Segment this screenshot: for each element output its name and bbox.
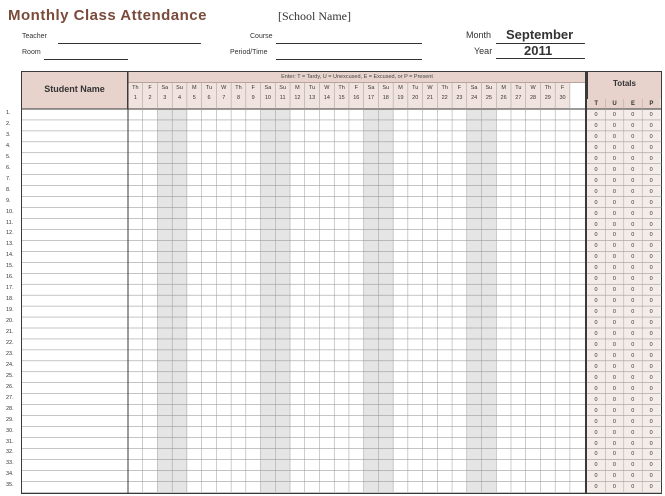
day-header: F: [251, 85, 255, 91]
total-cell: 0: [631, 451, 635, 458]
teacher-field[interactable]: [58, 43, 201, 44]
total-cell: 0: [649, 112, 653, 118]
date-header: 24: [471, 95, 478, 101]
total-cell: 0: [594, 122, 598, 129]
day-header: W: [530, 85, 536, 91]
row-number: 3.: [6, 131, 11, 138]
total-cell: 0: [631, 122, 635, 129]
total-cell: 0: [631, 320, 635, 327]
row-number: 12.: [6, 230, 14, 237]
day-header: W: [221, 85, 227, 91]
day-header: Tu: [412, 85, 419, 91]
attendance-grid: [21, 71, 662, 494]
total-cell: 0: [631, 385, 635, 392]
total-cell: 0: [594, 188, 598, 195]
row-number: 6.: [6, 164, 11, 171]
total-cell: 0: [612, 374, 616, 381]
row-number: 15.: [6, 263, 14, 270]
page-title: Monthly Class Attendance: [8, 7, 207, 24]
total-cell: 0: [631, 341, 635, 348]
date-header: 14: [323, 95, 330, 101]
date-header: 13: [309, 95, 316, 101]
total-cell: 0: [649, 166, 653, 173]
day-header: Th: [544, 85, 551, 91]
total-cell: 0: [612, 287, 616, 294]
total-cell: 0: [649, 331, 653, 337]
total-cell: 0: [631, 440, 635, 447]
date-header: 25: [485, 95, 492, 101]
day-header: M: [501, 85, 506, 91]
total-cell: 0: [594, 243, 598, 250]
row-number: 35.: [6, 482, 14, 489]
total-cell: 0: [612, 144, 616, 151]
total-cell: 0: [649, 199, 653, 206]
row-number: 16.: [6, 274, 14, 281]
row-number: 1.: [6, 110, 11, 116]
total-cell: 0: [612, 440, 616, 447]
total-cell: 0: [612, 188, 616, 195]
total-cell: 0: [631, 462, 635, 469]
day-header: F: [560, 85, 565, 91]
date-header: 26: [500, 95, 507, 101]
total-cell: 0: [649, 484, 653, 491]
day-header: Tu: [309, 85, 316, 91]
month-label: Month: [466, 30, 492, 40]
date-header: 21: [426, 95, 434, 101]
total-cell: 0: [612, 133, 616, 140]
total-cell: 0: [631, 298, 635, 305]
total-cell: 0: [612, 341, 616, 348]
total-cell: 0: [594, 221, 598, 228]
date-header: 27: [515, 95, 522, 101]
period-label: Period/Time: [230, 49, 268, 56]
total-cell: 0: [631, 243, 635, 250]
row-number: 33.: [6, 460, 14, 467]
day-header: Th: [338, 85, 345, 91]
month-value[interactable]: September: [506, 27, 574, 42]
total-cell: 0: [631, 309, 635, 316]
total-cell: 0: [612, 210, 616, 217]
total-cell: 0: [631, 112, 635, 118]
day-header: W: [427, 85, 433, 91]
total-cell: 0: [594, 462, 598, 469]
total-cell: 0: [649, 210, 653, 217]
date-header: 28: [530, 95, 537, 101]
total-cell: 0: [649, 144, 653, 151]
total-cell: 0: [631, 133, 635, 140]
total-cell: 0: [612, 155, 616, 162]
total-cell: 0: [649, 254, 653, 261]
day-header: M: [398, 85, 403, 91]
row-number: 11.: [6, 219, 14, 226]
total-cell: 0: [612, 320, 616, 327]
grid-lines: [21, 71, 662, 494]
date-header: 9: [251, 95, 255, 101]
total-cell: 0: [594, 363, 598, 370]
total-cell: 0: [594, 385, 598, 392]
total-cell: 0: [612, 363, 616, 370]
total-cell: 0: [612, 199, 616, 206]
total-cell: 0: [612, 112, 616, 118]
total-cell: 0: [649, 407, 653, 414]
total-cell: 0: [631, 155, 635, 162]
day-header: Sa: [367, 85, 375, 91]
total-cell: 0: [631, 166, 635, 173]
date-header: 20: [412, 95, 419, 101]
period-field[interactable]: [276, 59, 422, 60]
total-cell: 0: [594, 298, 598, 305]
day-header: Su: [485, 85, 493, 91]
total-cell: 0: [649, 276, 653, 283]
total-cell: 0: [649, 363, 653, 370]
total-cell: 0: [631, 484, 635, 491]
day-header: Th: [235, 85, 242, 91]
day-header: Sa: [264, 85, 272, 91]
total-cell: 0: [594, 451, 598, 458]
day-header: Su: [176, 85, 183, 91]
total-cell: 0: [649, 440, 653, 447]
total-cell: 0: [631, 374, 635, 381]
total-cell: 0: [631, 287, 635, 294]
total-cell: 0: [612, 352, 616, 359]
total-cell: 0: [612, 177, 616, 184]
total-cell: 0: [612, 331, 616, 337]
total-cell: 0: [649, 309, 653, 316]
totals-header: Totals: [586, 72, 661, 99]
row-number: 31.: [6, 438, 14, 445]
total-cell: 0: [631, 429, 635, 436]
room-label: Room: [22, 49, 41, 56]
row-number: 2.: [6, 120, 11, 127]
day-header: Su: [279, 85, 287, 91]
date-header: 5: [192, 95, 196, 101]
date-header: 8: [236, 95, 240, 101]
year-underline: [496, 58, 585, 59]
row-number: 21.: [6, 329, 14, 335]
day-header: Tu: [205, 85, 213, 91]
total-cell: 0: [594, 155, 598, 162]
year-value[interactable]: 2011: [524, 43, 553, 58]
total-cell: 0: [594, 144, 598, 151]
total-cell: 0: [594, 166, 598, 173]
day-header: M: [295, 85, 300, 91]
date-header: 16: [353, 95, 360, 101]
row-number: 20.: [6, 318, 14, 325]
total-cell: 0: [631, 232, 635, 239]
row-number: 25.: [6, 372, 14, 379]
total-cell: 0: [649, 473, 653, 480]
row-number: 7.: [6, 175, 11, 182]
day-header: Th: [441, 85, 448, 91]
total-cell: 0: [631, 331, 635, 337]
total-cell: 0: [631, 418, 635, 425]
total-cell: 0: [649, 287, 653, 294]
day-header: Sa: [470, 85, 478, 91]
row-number: 5.: [6, 153, 11, 160]
total-cell: 0: [649, 188, 653, 195]
total-cell: 0: [649, 341, 653, 348]
total-cell: 0: [612, 473, 616, 480]
day-header: Su: [382, 85, 390, 91]
row-number: 29.: [6, 416, 14, 423]
total-cell: 0: [594, 440, 598, 447]
total-cell: 0: [612, 254, 616, 261]
total-cell: 0: [649, 429, 653, 436]
total-cell: 0: [594, 341, 598, 348]
total-cell: 0: [631, 188, 635, 195]
total-cell: 0: [649, 418, 653, 425]
total-cell: 0: [649, 232, 653, 239]
date-header: 19: [397, 95, 404, 101]
total-cell: 0: [612, 265, 616, 272]
day-header: Tu: [515, 85, 522, 91]
date-header: 2: [148, 95, 152, 101]
total-cell: 0: [631, 254, 635, 261]
row-number: 17.: [6, 285, 14, 292]
total-cell: 0: [594, 396, 598, 403]
total-cell: 0: [649, 462, 653, 469]
total-cell: 0: [594, 407, 598, 414]
row-number: 23.: [6, 350, 14, 357]
total-cell: 0: [649, 122, 653, 129]
total-cell: 0: [612, 484, 616, 491]
total-cell: 0: [594, 232, 598, 239]
total-cell: 0: [612, 232, 616, 239]
date-header: 4: [178, 95, 182, 101]
date-header: 7: [222, 95, 226, 101]
row-number: 22.: [6, 339, 14, 346]
total-cell: 0: [631, 396, 635, 403]
row-number: 18.: [6, 296, 14, 303]
total-cell: 0: [631, 352, 635, 359]
row-number: 24.: [6, 361, 14, 368]
total-cell: 0: [649, 298, 653, 305]
total-cell: 0: [649, 396, 653, 403]
total-cell: 0: [594, 309, 598, 316]
total-cell: 0: [649, 320, 653, 327]
day-header: F: [457, 85, 462, 91]
total-cell: 0: [594, 265, 598, 272]
row-number: 19.: [6, 307, 14, 314]
total-cell: 0: [612, 166, 616, 173]
total-cell: 0: [649, 451, 653, 458]
row-number: 8.: [6, 186, 11, 193]
total-cell: 0: [631, 265, 635, 272]
total-cell: 0: [612, 243, 616, 250]
total-cell: 0: [612, 385, 616, 392]
total-cell: 0: [612, 407, 616, 414]
row-number: 4.: [6, 142, 11, 149]
row-number: 30.: [6, 427, 14, 434]
date-header: 12: [294, 95, 301, 101]
date-header: 1: [133, 95, 137, 101]
total-cell: 0: [594, 418, 598, 425]
total-cell: 0: [594, 352, 598, 359]
row-number: 10.: [6, 208, 14, 215]
row-number: 14.: [6, 252, 14, 259]
total-cell: 0: [631, 407, 635, 414]
row-number: 9.: [6, 197, 11, 204]
row-number: 28.: [6, 405, 14, 412]
day-header: Sa: [161, 85, 169, 91]
date-header: 22: [441, 95, 448, 101]
total-cell: 0: [631, 363, 635, 370]
student-name-header: Student Name: [22, 72, 128, 109]
total-cell: 0: [631, 199, 635, 206]
total-cell: 0: [612, 221, 616, 228]
total-cell: 0: [594, 374, 598, 381]
totals-col-t: T: [594, 101, 599, 107]
school-name-field[interactable]: [School Name]: [278, 9, 351, 23]
day-header: F: [148, 85, 152, 91]
total-cell: 0: [612, 122, 616, 129]
date-header: 18: [382, 95, 389, 101]
total-cell: 0: [594, 320, 598, 327]
day-header: M: [191, 85, 197, 91]
total-cell: 0: [649, 265, 653, 272]
total-cell: 0: [612, 462, 616, 469]
total-cell: 0: [649, 221, 653, 228]
total-cell: 0: [631, 144, 635, 151]
enter-instructions: Enter: T = Tardy, U = Unexcused, E = Excused, or P = Present: [128, 72, 586, 83]
year-label: Year: [474, 46, 493, 56]
row-number: 13.: [6, 241, 14, 248]
date-header: 15: [338, 95, 345, 101]
total-cell: 0: [594, 199, 598, 206]
total-cell: 0: [612, 429, 616, 436]
total-cell: 0: [612, 309, 616, 316]
total-cell: 0: [649, 155, 653, 162]
total-cell: 0: [594, 112, 598, 118]
day-header: F: [354, 85, 358, 91]
row-number: 26.: [6, 383, 14, 390]
total-cell: 0: [649, 177, 653, 184]
date-header: 6: [207, 95, 211, 101]
total-cell: 0: [594, 254, 598, 261]
total-cell: 0: [594, 484, 598, 491]
total-cell: 0: [649, 243, 653, 250]
total-cell: 0: [631, 210, 635, 217]
total-cell: 0: [612, 418, 616, 425]
total-cell: 0: [649, 374, 653, 381]
day-header: W: [324, 85, 330, 91]
total-cell: 0: [649, 385, 653, 392]
row-number: 32.: [6, 449, 14, 456]
date-header: 30: [559, 95, 566, 101]
date-header: 17: [367, 95, 375, 101]
total-cell: 0: [594, 210, 598, 217]
date-header: 11: [279, 95, 286, 101]
total-cell: 0: [594, 287, 598, 294]
total-cell: 0: [594, 177, 598, 184]
totals-col-p: P: [649, 101, 654, 107]
total-cell: 0: [612, 396, 616, 403]
totals-col-e: E: [630, 101, 635, 107]
total-cell: 0: [612, 451, 616, 458]
total-cell: 0: [594, 331, 598, 337]
date-header: 23: [456, 95, 463, 101]
course-label: Course: [250, 33, 273, 40]
date-header: 10: [264, 95, 271, 101]
totals-col-u: U: [612, 101, 617, 107]
total-cell: 0: [649, 352, 653, 359]
course-field[interactable]: [276, 43, 422, 44]
total-cell: 0: [612, 298, 616, 305]
total-cell: 0: [594, 429, 598, 436]
total-cell: 0: [612, 276, 616, 283]
total-cell: 0: [594, 133, 598, 140]
total-cell: 0: [649, 133, 653, 140]
total-cell: 0: [594, 276, 598, 283]
day-header: Th: [132, 85, 139, 91]
row-number: 27.: [6, 394, 14, 401]
total-cell: 0: [631, 473, 635, 480]
row-number: 34.: [6, 471, 14, 478]
total-cell: 0: [594, 473, 598, 480]
date-header: 3: [163, 95, 167, 101]
total-cell: 0: [631, 177, 635, 184]
total-cell: 0: [631, 221, 635, 228]
total-cell: 0: [631, 276, 635, 283]
room-field[interactable]: [44, 59, 128, 60]
date-header: 29: [544, 95, 551, 101]
teacher-label: Teacher: [22, 33, 47, 40]
